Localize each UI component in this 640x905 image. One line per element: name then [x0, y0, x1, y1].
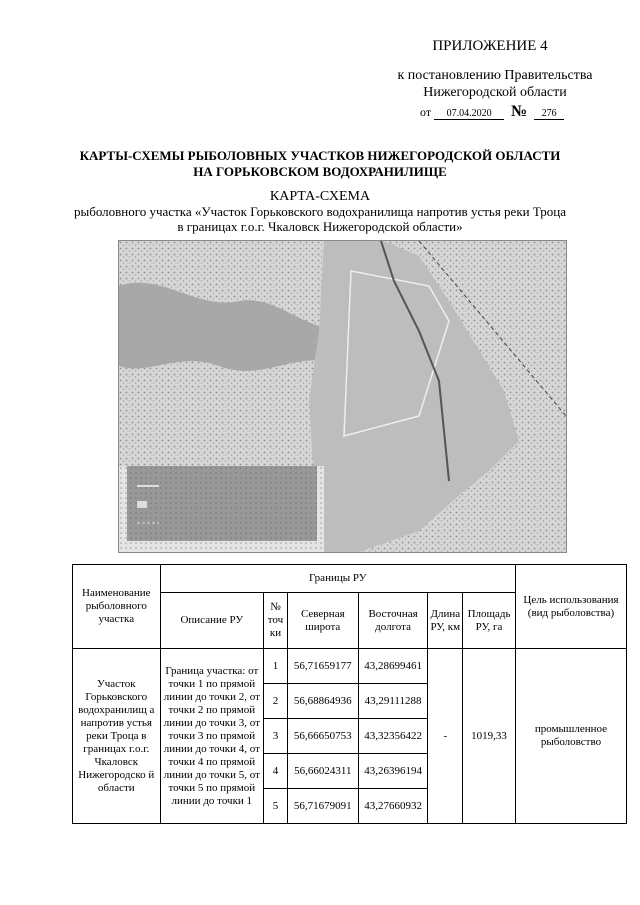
- point-number: 2: [264, 684, 288, 719]
- decree-number: 276: [534, 108, 564, 120]
- header-length: Длина РУ, км: [428, 593, 463, 649]
- point-north: 56,66024311: [287, 754, 358, 789]
- area-description: Граница участка: от точки 1 по прямой линии до точки 2, от точки 2 по прямой линии до точки 3, от точки 3 по прямой линии до точки 4, от точки 4 по прямой линии до точки 5, от точки 5 по прямой линии до точки 1: [160, 649, 263, 824]
- point-east: 43,26396194: [358, 754, 428, 789]
- scheme-heading: КАРТА-СХЕМА: [269, 189, 371, 204]
- point-north: 56,66650753: [287, 719, 358, 754]
- decree-line-2: Нижегородской области: [423, 85, 567, 100]
- point-east: 43,32356422: [358, 719, 428, 754]
- boundaries-table: [72, 564, 627, 824]
- area-size: 1019,33: [463, 649, 516, 824]
- area-name: Участок Горьковского водохранилищ а напротив устья реки Троца в границах г.о.г. Чкаловск Нижегородско й области: [73, 649, 161, 824]
- point-north: 56,71659177: [287, 649, 358, 684]
- header-description: Описание РУ: [160, 593, 263, 649]
- header-name: Наименование рыболовного участка: [73, 565, 161, 649]
- title-line-1: КАРТЫ-СХЕМЫ РЫБОЛОВНЫХ УЧАСТКОВ НИЖЕГОРОДСКОЙ ОБЛАСТИ: [79, 148, 561, 163]
- date-prefix: от: [420, 105, 432, 119]
- legend-swatch: [137, 501, 147, 508]
- title-line-2: НА ГОРЬКОВСКОМ ВОДОХРАНИЛИЩЕ: [193, 164, 447, 179]
- appendix-title: ПРИЛОЖЕНИЕ 4: [432, 38, 548, 54]
- table-row: [73, 649, 627, 684]
- scheme-line-2: в границах г.о.г. Чкаловск Нижегородской области»: [177, 219, 463, 234]
- decree-date-row: [420, 103, 564, 121]
- scheme-caption: [60, 189, 580, 234]
- header-purpose: Цель использования (вид рыболовства): [515, 565, 626, 649]
- area-length: -: [428, 649, 463, 824]
- point-east: 43,28699461: [358, 649, 428, 684]
- header-point: № точ ки: [264, 593, 288, 649]
- map-image: [119, 241, 566, 552]
- point-east: 43,29111288: [358, 684, 428, 719]
- map-legend-box: [127, 466, 317, 541]
- decree-line-1: к постановлению Правительства: [397, 68, 593, 83]
- point-east: 43,27660932: [358, 789, 428, 824]
- point-number: 1: [264, 649, 288, 684]
- point-north: 56,71679091: [287, 789, 358, 824]
- area-purpose: промышленное рыболовство: [515, 649, 626, 824]
- number-sign: №: [511, 103, 528, 120]
- point-number: 3: [264, 719, 288, 754]
- fishing-area-map: [118, 240, 567, 553]
- point-north: 56,68864936: [287, 684, 358, 719]
- point-number: 5: [264, 789, 288, 824]
- header-east: Восточная долгота: [358, 593, 428, 649]
- document-title: [60, 148, 580, 180]
- decree-date: 07.04.2020: [434, 108, 504, 120]
- header-area: Площадь РУ, га: [463, 593, 516, 649]
- header-boundaries: Границы РУ: [160, 565, 515, 593]
- header-north: Северная широта: [287, 593, 358, 649]
- point-number: 4: [264, 754, 288, 789]
- scheme-line-1: рыболовного участка «Участок Горьковского водохранилища напротив устья реки Троца: [73, 204, 567, 219]
